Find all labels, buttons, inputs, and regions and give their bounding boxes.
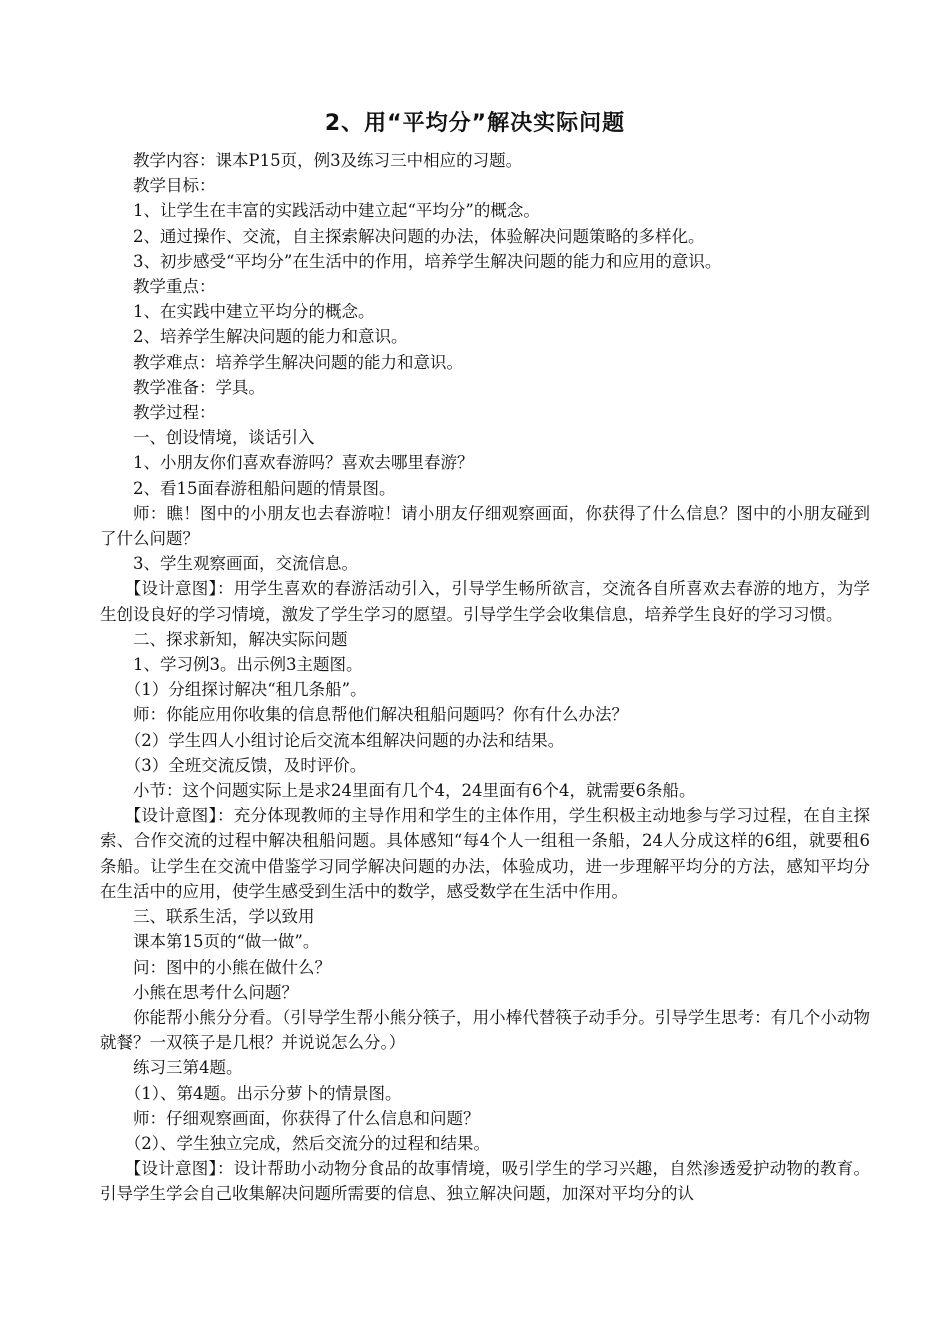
paragraph: （1）分组探讨解决“租几条船”。 [124,680,367,700]
paragraph: 教学难点：培养学生解决问题的能力和意识。 [133,352,463,372]
paragraph: （2）学生四人小组讨论后交流本组解决问题的办法和结果。 [124,730,565,750]
paragraph: 教学内容：课本P15页，例3及练习三中相应的习题。 [133,151,523,170]
paragraph: 2、培养学生解决问题的能力和意识。 [133,327,408,347]
paragraph: 师：瞧！图中的小朋友也去春游啦！请小朋友仔细观察画面，你获得了什么信息？图中的小朋友碰到了什么问题？ [100,503,870,549]
paragraph: （2）、学生独立完成，然后交流分的过程和结果。 [124,1133,490,1153]
paragraph: 教学过程： [133,403,216,423]
paragraph: 1、在实践中建立平均分的概念。 [133,302,375,322]
paragraph: 小节：这个问题实际上是求24里面有几个4，24里面有6个4，就需要6条船。 [133,781,696,801]
paragraph: 师：仔细观察画面，你获得了什么信息和问题？ [133,1108,480,1128]
paragraph: 师：你能应用你收集的信息帮他们解决租船问题吗？你有什么办法？ [133,705,628,725]
paragraph: 问：图中的小熊在做什么？ [133,957,331,977]
paragraph: 3、学生观察画面，交流信息。 [133,554,358,574]
paragraph: 2、通过操作、交流，自主探索解决问题的办法，体验解决问题策略的多样化。 [133,226,705,246]
design-intent-paragraph: 【设计意图】：充分体现教师的主导作用和学生的主体作用，学生积极主动地参与学习过程，在自主探索、合作交流的过程中解决租船问题。具体感知“每4个人一组租一条船，24人分成这样的6组，就要租6条船。让学生在交流中借鉴学习同学解决问题的办法，体验成功，进一步理解平均分的方法，感知平均分在生活中的应用，使学生感受到生活中的数学，感受数学在生活中作用。 [100,806,870,901]
design-intent-paragraph: 【设计意图】：用学生喜欢的春游活动引入，引导学生畅所欲言，交流各自所喜欢去春游的地方，为学生创设良好的学习情境，激发了学生学习的愿望。引导学生学会收集信息，培养学生良好的学习习惯。 [100,579,870,624]
paragraph: 练习三第4题。 [133,1058,243,1078]
paragraph: 小熊在思考什么问题？ [133,982,298,1002]
section-heading: 二、探求新知，解决实际问题 [133,629,348,649]
section-heading: 三、联系生活，学以致用 [133,907,315,927]
paragraph: （1）、第4题。出示分萝卜的情景图。 [124,1083,402,1103]
section-heading: 一、创设情境，谈话引入 [133,428,315,448]
paragraph: （3）全班交流反馈，及时评价。 [124,755,367,775]
document-body [100,148,870,1207]
paragraph: 1、学习例3。出示例3主题图。 [133,655,363,675]
paragraph: 教学准备：学具。 [133,377,265,397]
design-intent-paragraph: 【设计意图】：设计帮助小动物分食品的故事情境，吸引学生的学习兴趣，自然渗透爱护动物的教育。引导学生学会自己收集解决问题所需要的信息、独立解决问题，加深对平均分的认 [100,1159,870,1204]
paragraph: 2、看15面春游租船问题的情景图。 [133,478,396,498]
document-title: 2、用“平均分”解决实际问题 [324,111,626,136]
paragraph: 教学目标： [133,176,216,196]
paragraph: 课本第15页的“做一做”。 [133,932,320,952]
paragraph: 3、初步感受“平均分”在生活中的作用，培养学生解决问题的能力和应用的意识。 [133,251,722,271]
paragraph: 1、让学生在丰富的实践活动中建立起“平均分”的概念。 [133,201,540,221]
paragraph: 你能帮小熊分分看。（引导学生帮小熊分筷子，用小棒代替筷子动手分。引导学生思考：有几个小动物就餐？一双筷子是几根？并说说怎么分。） [100,1007,870,1053]
paragraph: 教学重点： [133,277,216,297]
paragraph: 1、小朋友你们喜欢春游吗？喜欢去哪里春游？ [133,453,474,473]
